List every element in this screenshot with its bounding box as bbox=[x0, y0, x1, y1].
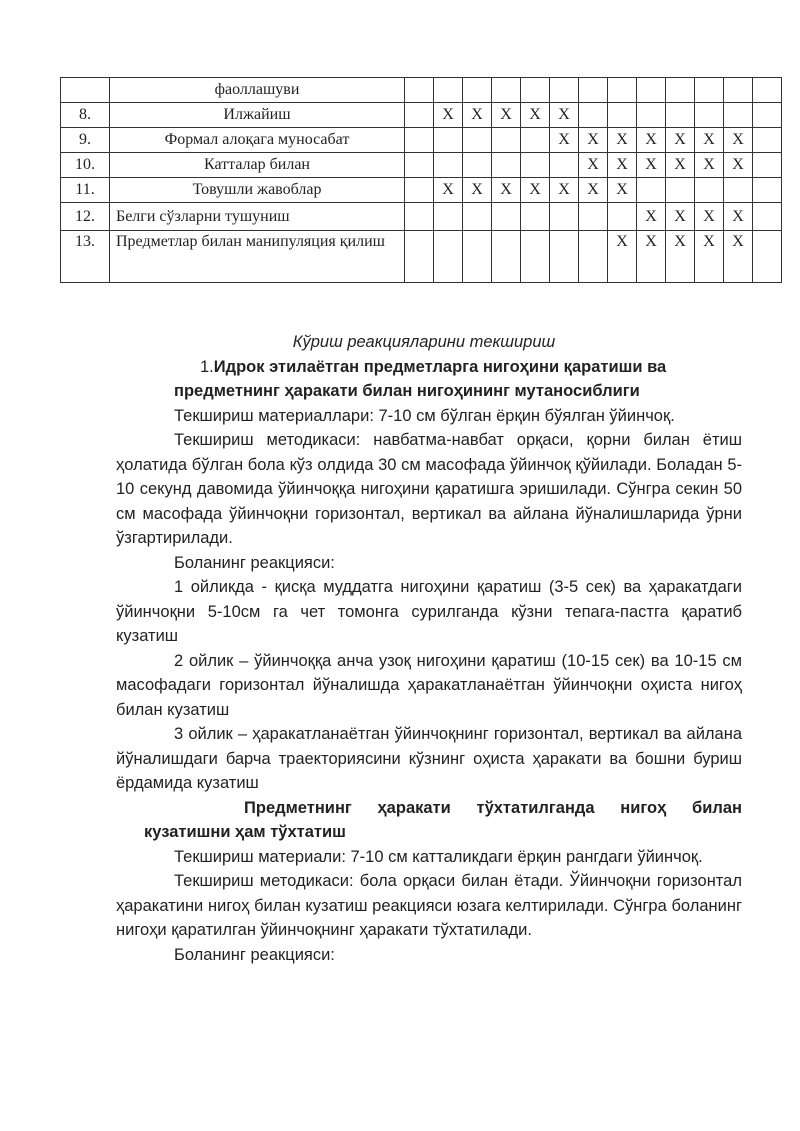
row-name: Катталар билан bbox=[110, 153, 405, 178]
month-cell bbox=[753, 203, 782, 231]
table-row bbox=[61, 103, 782, 128]
month-cell bbox=[434, 128, 463, 153]
item1-heading-text: Идрок этилаётган предметларга нигоҳини қаратиши ва предметнинг ҳаракати билан нигоҳининг мутаносиблиги bbox=[174, 357, 667, 400]
month-cell bbox=[753, 78, 782, 103]
month-cell bbox=[753, 128, 782, 153]
month-cell: X bbox=[695, 128, 724, 153]
month-cell bbox=[434, 153, 463, 178]
month-cell bbox=[405, 203, 434, 231]
month-1-text: 1 ойликда - қисқа муддатга нигоҳини қаратиш (3-5 сек) ва ҳаракатдаги ўйинчоқни 5-10см га чет томонга сурилганда кўзни тепага-пастга қаратиб кузатиш bbox=[116, 578, 742, 645]
month-cell bbox=[753, 103, 782, 128]
development-table bbox=[60, 77, 782, 283]
month-cell bbox=[695, 103, 724, 128]
month-cell bbox=[550, 153, 579, 178]
month-cell bbox=[666, 178, 695, 203]
month-cell bbox=[608, 78, 637, 103]
month-cell bbox=[579, 231, 608, 283]
section-title: Кўриш реакцияларини текшириш bbox=[292, 333, 556, 351]
month-cell bbox=[405, 231, 434, 283]
row-name: Товушли жавоблар bbox=[110, 178, 405, 203]
materials-1: Текшириш материаллари: 7-10 см бўлган ёрқин бўялган ўйинчоқ. bbox=[174, 406, 675, 425]
row-number: 12. bbox=[61, 203, 110, 231]
month-cell: X bbox=[637, 128, 666, 153]
table-row bbox=[61, 178, 782, 203]
month-cell bbox=[637, 178, 666, 203]
section-body bbox=[116, 330, 742, 967]
month-cell: X bbox=[550, 128, 579, 153]
month-cell bbox=[405, 78, 434, 103]
row-name: Предметлар билан манипуляция қилиш bbox=[110, 231, 405, 283]
month-cell: X bbox=[695, 203, 724, 231]
month-cell: X bbox=[724, 128, 753, 153]
month-cell: X bbox=[637, 231, 666, 283]
month-cell bbox=[637, 78, 666, 103]
row-name: Белги сўзларни тушуниш bbox=[110, 203, 405, 231]
month-cell: X bbox=[579, 153, 608, 178]
row-name: Формал алоқага муносабат bbox=[110, 128, 405, 153]
table-row bbox=[61, 78, 782, 103]
month-cell bbox=[405, 128, 434, 153]
month-cell: X bbox=[550, 103, 579, 128]
row-number: 13. bbox=[61, 231, 110, 283]
month-cell: X bbox=[608, 231, 637, 283]
month-cell: X bbox=[608, 178, 637, 203]
month-cell bbox=[608, 103, 637, 128]
month-cell: X bbox=[521, 178, 550, 203]
month-cell bbox=[434, 203, 463, 231]
month-cell bbox=[753, 178, 782, 203]
month-cell bbox=[579, 103, 608, 128]
month-cell: X bbox=[695, 231, 724, 283]
month-cell: X bbox=[666, 203, 695, 231]
month-cell: X bbox=[492, 103, 521, 128]
month-cell bbox=[463, 203, 492, 231]
month-cell bbox=[492, 78, 521, 103]
month-cell bbox=[434, 78, 463, 103]
month-cell bbox=[492, 231, 521, 283]
month-2-text: 2 ойлик – ўйинчоққа анча узоқ нигоҳини қаратиш (10-15 сек) ва 10-15 см масофадаги горизонтал йўналишда ҳаракатланаётган ўйинчоқни оҳиста нигоҳ билан кузатиш bbox=[116, 651, 742, 719]
month-cell: X bbox=[608, 153, 637, 178]
row-number: 11. bbox=[61, 178, 110, 203]
month-cell: X bbox=[550, 178, 579, 203]
month-cell bbox=[405, 178, 434, 203]
month-cell bbox=[579, 203, 608, 231]
month-cell bbox=[463, 78, 492, 103]
month-cell bbox=[695, 78, 724, 103]
month-cell: X bbox=[724, 231, 753, 283]
item1-number: 1. bbox=[200, 357, 214, 376]
month-cell: X bbox=[463, 103, 492, 128]
month-cell: X bbox=[434, 178, 463, 203]
month-cell: X bbox=[492, 178, 521, 203]
month-cell bbox=[608, 203, 637, 231]
month-cell: X bbox=[724, 153, 753, 178]
month-cell: X bbox=[521, 103, 550, 128]
month-cell bbox=[521, 231, 550, 283]
month-cell bbox=[550, 78, 579, 103]
month-cell: X bbox=[666, 128, 695, 153]
month-cell: X bbox=[637, 203, 666, 231]
table-row bbox=[61, 153, 782, 178]
item1-heading bbox=[174, 355, 734, 404]
month-cell: X bbox=[434, 103, 463, 128]
month-cell bbox=[550, 231, 579, 283]
table-row bbox=[61, 128, 782, 153]
row-name: фаоллашуви bbox=[110, 78, 405, 103]
reaction-1-label: Боланинг реакцияси: bbox=[174, 553, 335, 572]
month-cell bbox=[521, 78, 550, 103]
month-3-text: 3 ойлик – ҳаракатланаётган ўйинчоқнинг горизонтал, вертикал ва айлана йўналишдаги барча траекториясини кўзнинг оҳиста ҳаракати ва бошни буриш ёрдамида кузатиш bbox=[116, 725, 742, 792]
month-cell bbox=[521, 203, 550, 231]
materials-2: Текшириш материали: 7-10 см катталикдаги ёрқин рангдаги ўйинчоқ. bbox=[174, 847, 703, 866]
month-cell: X bbox=[637, 153, 666, 178]
table-row bbox=[61, 231, 782, 283]
month-cell: X bbox=[666, 231, 695, 283]
month-cell bbox=[434, 231, 463, 283]
method-1: Текшириш методикаси: навбатма-навбат орқаси, қорни билан ётиш ҳолатида бўлган бола кўз олдида 30 см масофада ўйинчоқ қўйилади. Боладан 5-10 секунд давомида ўйинчоққа нигоҳини қаратишга эришилади. Сўнгра секин 50 см масофада ўйинчоқни горизонтал, вертикал ва айлана йўналишларида ўрни ўзгартирилади. bbox=[116, 431, 742, 547]
reaction-2-label: Боланинг реакцияси: bbox=[174, 945, 335, 964]
month-cell: X bbox=[695, 153, 724, 178]
month-cell bbox=[463, 231, 492, 283]
month-cell bbox=[405, 153, 434, 178]
month-cell bbox=[579, 78, 608, 103]
month-cell bbox=[521, 128, 550, 153]
month-cell bbox=[521, 153, 550, 178]
month-cell bbox=[724, 78, 753, 103]
month-cell: X bbox=[666, 153, 695, 178]
month-cell bbox=[753, 153, 782, 178]
month-cell bbox=[753, 231, 782, 283]
month-cell bbox=[695, 178, 724, 203]
month-cell bbox=[405, 103, 434, 128]
month-cell bbox=[724, 103, 753, 128]
month-cell bbox=[463, 128, 492, 153]
month-cell bbox=[492, 153, 521, 178]
method-2: Текшириш методикаси: бола орқаси билан ётади. Ўйинчоқни горизонтал ҳаракатини нигоҳ билан кузатиш реакцияси юзага келтирилади. Сўнгра боланинг нигоҳи қаратилган ўйинчоқнинг ҳаракати тўхтатилади. bbox=[116, 872, 742, 939]
table-row bbox=[61, 203, 782, 231]
month-cell bbox=[666, 103, 695, 128]
month-cell: X bbox=[579, 178, 608, 203]
month-cell bbox=[637, 103, 666, 128]
row-number: 9. bbox=[61, 128, 110, 153]
month-cell bbox=[550, 203, 579, 231]
month-cell bbox=[666, 78, 695, 103]
item2-heading: Предметнинг ҳаракати тўхтатилганда нигоҳ билан кузатишни ҳам тўхтатиш bbox=[144, 798, 742, 841]
row-name: Илжайиш bbox=[110, 103, 405, 128]
row-number: 10. bbox=[61, 153, 110, 178]
month-cell: X bbox=[724, 203, 753, 231]
month-cell bbox=[724, 178, 753, 203]
row-number bbox=[61, 78, 110, 103]
month-cell: X bbox=[463, 178, 492, 203]
row-number: 8. bbox=[61, 103, 110, 128]
month-cell bbox=[463, 153, 492, 178]
month-cell: X bbox=[579, 128, 608, 153]
month-cell bbox=[492, 203, 521, 231]
month-cell: X bbox=[608, 128, 637, 153]
month-cell bbox=[492, 128, 521, 153]
